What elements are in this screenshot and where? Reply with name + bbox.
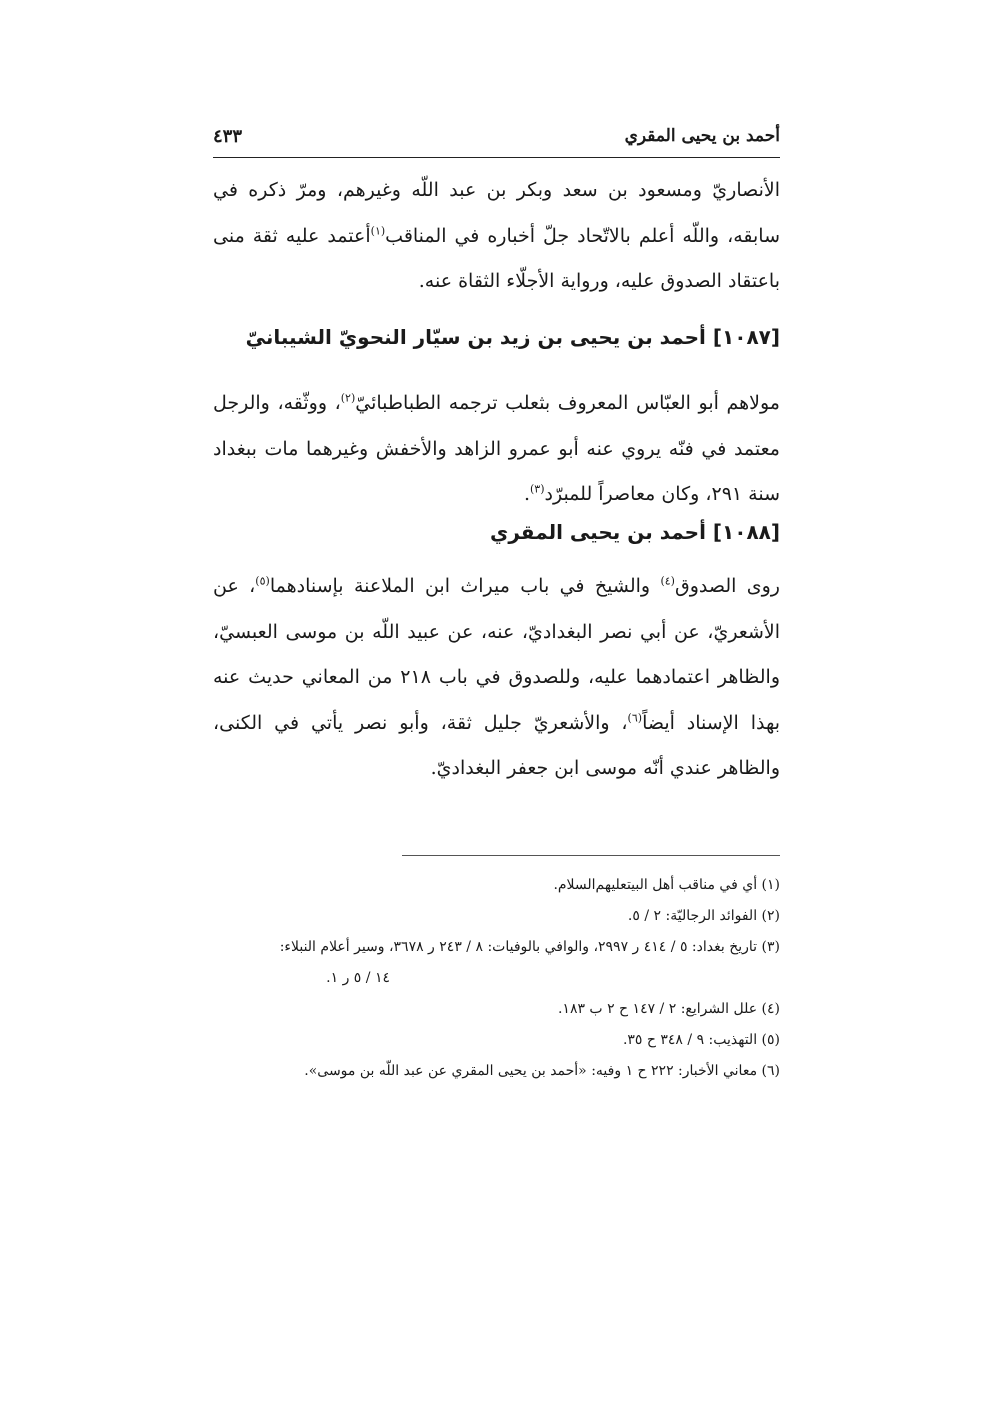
- footnote-ref-4[interactable]: (٤): [660, 574, 675, 588]
- paragraph-text: الأنصاريّ ومسعود بن سعد وبكر بن عبد اللّه وغيرهم، ومرّ ذكره في سابقه، واللّه أعلم بالاتّحاد جلّ أخباره في المناقب: [213, 179, 780, 247]
- footnote-4: (٤) علل الشرايع: ٢ / ١٤٧ ح ٢ ب ١٨٣.: [557, 1001, 780, 1017]
- paragraph-text: ، والأشعريّ جليل ثقة، وأبو نصر يأتي في الكنى، والظاهر عندي أنّه موسى ابن جعفر البغداديّ.: [213, 711, 780, 779]
- header-rule: [213, 157, 780, 158]
- entry-heading-1087: [١٠٨٧] أحمد بن يحيى بن زيد بن سيّار النحويّ الشيبانيّ: [245, 325, 780, 349]
- footnote-3-continuation: ١٤ / ٥ ر ١.: [326, 970, 390, 986]
- paragraph-text: ، ووثّقه، والرجل معتمد في فنّه يروي عنه أبو عمرو الزاهد والأخفش وغيرهما مات ببغداد سنة ٢٩١، وكان معاصراً للمبرّد: [213, 392, 780, 505]
- footnote-rule: [402, 855, 780, 856]
- footnote-ref-5[interactable]: (٥): [255, 574, 270, 588]
- footnote-1: (١) أي في مناقب أهل البيتعليهم‌السلام.: [553, 877, 780, 893]
- paragraph-text: والشيخ في باب ميراث ابن الملاعنة بإسنادهما: [269, 575, 661, 597]
- footnote-2: (٢) الفوائد الرجاليّة: ٢ / ٥.: [627, 908, 780, 924]
- page-number: ٤٣٣: [213, 126, 243, 147]
- paragraph-continuation: [213, 168, 780, 305]
- footnotes: [213, 870, 780, 1087]
- entry-heading-1088: [١٠٨٨] أحمد بن يحيى المقري: [490, 520, 780, 544]
- footnote-5: (٥) التهذيب: ٩ / ٣٤٨ ح ٣٥.: [622, 1032, 780, 1048]
- paragraph-text: .: [523, 483, 530, 505]
- footnote-ref-1[interactable]: (١): [370, 224, 386, 238]
- running-head-title: أحمد بن يحيى المقري: [624, 126, 780, 146]
- paragraph-text: روى الصدوق: [674, 575, 780, 597]
- footnote-ref-3[interactable]: (٣): [529, 482, 545, 496]
- paragraph-text: أعتمد عليه ثقة منى باعتقاد الصدوق عليه، ورواية الأجلّاء الثقاة عنه.: [213, 224, 780, 292]
- footnote-ref-6[interactable]: (٦): [627, 711, 643, 725]
- footnote-6: (٦) معاني الأخبار: ٢٢٢ ح ١ وفيه: «أحمد بن يحيى المقري عن عبد اللّه بن موسى».: [304, 1063, 780, 1079]
- running-head: [213, 118, 780, 158]
- paragraph-entry-1087: [213, 381, 780, 518]
- paragraph-text: ، عن الأشعريّ، عن أبي نصر البغداديّ، عنه، عن عبيد اللّه بن موسى العبسيّ، والظاهر اعتمادهما عليه، وللصدوق في باب ٢١٨ من المعاني حديث عنه بهذا الإسناد أيضاً: [213, 575, 780, 734]
- footnote-3: (٣) تاريخ بغداد: ٥ / ٤١٤ ر ٢٩٩٧، والوافي بالوفيات: ٨ / ٢٤٣ ر ٣٦٧٨، وسير أعلام النبلاء:: [279, 939, 780, 955]
- footnote-ref-2[interactable]: (٢): [340, 391, 356, 405]
- paragraph-entry-1088: [213, 564, 780, 792]
- paragraph-text: مولاهم أبو العبّاس المعروف بثعلب ترجمه الطباطبائيّ: [355, 392, 780, 414]
